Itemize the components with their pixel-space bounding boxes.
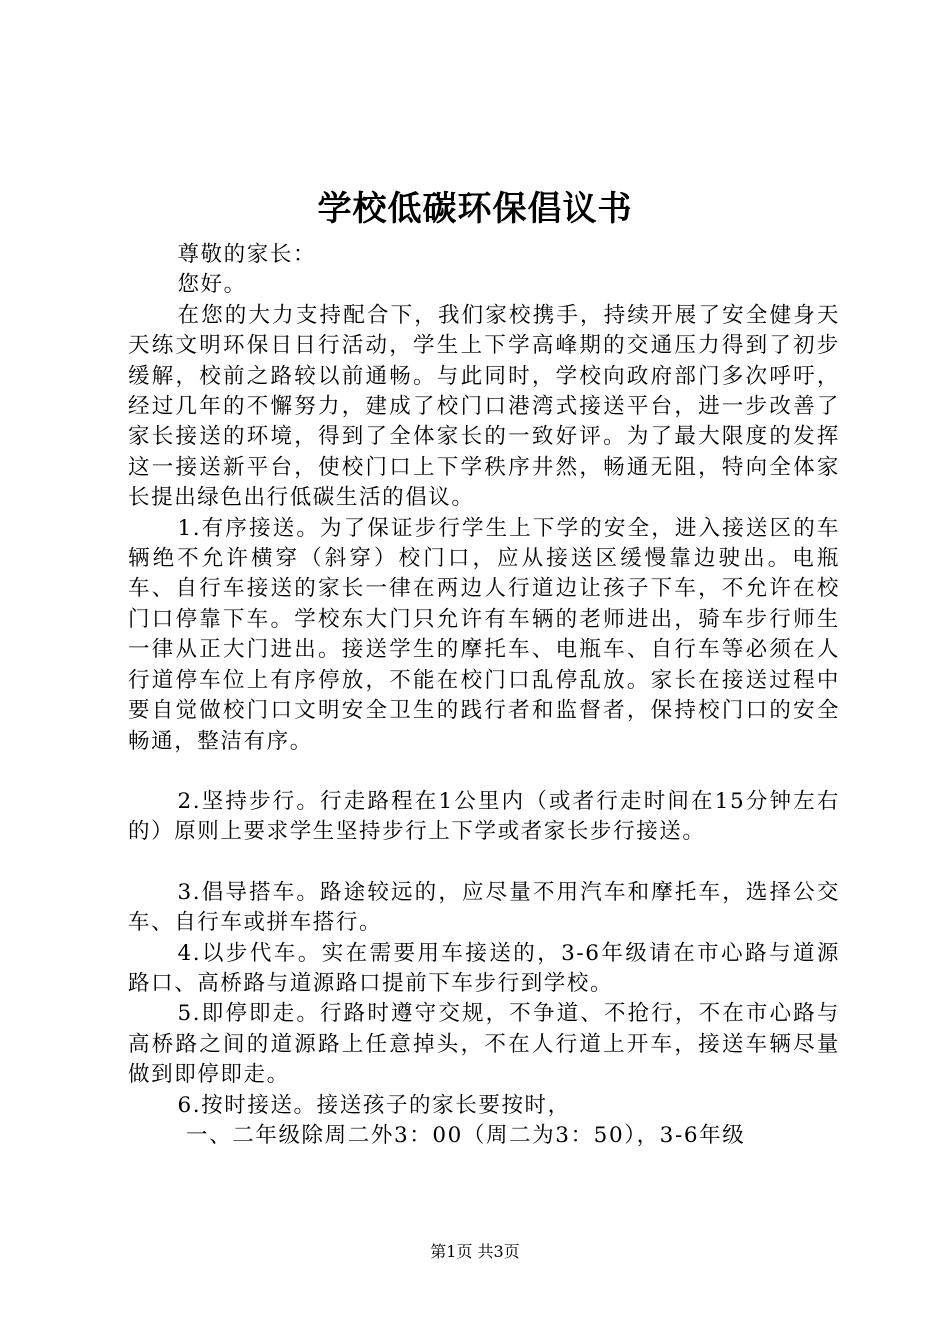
paragraph-intro: 在您的大力支持配合下，我们家校携手，持续开展了安全健身天天练文明环保日日行活动，学生上下学高峰期的交通压力得到了初步缓解，校前之路较以前通畅。与此同时，学校向政府部门多次呼吁，经过几年的不懈努力，建成了校门口港湾式接送平台，进一步改善了家长接送的环境，得到了全体家长的一致好评。为了最大限度的发挥这一接送新平台，使校门口上下学秩序井然，畅通无阻，特向全体家长提出绿色出行低碳生活的倡议。: [128, 302, 840, 511]
greeting: 您好。: [177, 272, 247, 298]
paragraph-item-4: 4.以步代车。实在需要用车接送的，3-6年级请在市心路与道源路口、高桥路与道源路口提前下车步行到学校。: [128, 940, 840, 996]
document-body: [128, 240, 840, 1151]
page-number-footer: 第1页 共3页: [430, 1242, 520, 1261]
paragraph-item-6: 6.按时接送。接送孩子的家长要按时，: [177, 1092, 571, 1118]
salutation: 尊敬的家长：: [177, 242, 317, 267]
document-title: 学校低碳环保倡议书: [317, 189, 633, 229]
paragraph-item-6-continued: 一、二年级除周二外3：00（周二为3：50），3-6年级: [186, 1122, 746, 1148]
paragraph-item-1: 1.有序接送。为了保证步行学生上下学的安全，进入接送区的车辆绝不允许横穿（斜穿）校门口，应从接送区缓慢靠边驶出。电瓶车、自行车接送的家长一律在两边人行道边让孩子下车，不允许在校门口停靠下车。学校东大门只允许有车辆的老师进出，骑车步行师生一律从正大门进出。接送学生的摩托车、电瓶车、自行车等必须在人行道停车位上有序停放，不能在校门口乱停乱放。家长在接送过程中要自觉做校门口文明安全卫生的践行者和监督者，保持校门口的安全畅通，整洁有序。: [128, 515, 840, 754]
paragraph-item-3: 3.倡导搭车。路途较远的，应尽量不用汽车和摩托车，选择公交车、自行车或拼车搭行。: [128, 879, 840, 936]
paragraph-item-5: 5.即停即走。行路时遵守交规，不争道、不抢行，不在市心路与高桥路之间的道源路上任意掉头，不在人行道上开车，接送车辆尽量做到即停即走。: [128, 1001, 840, 1088]
paragraph-item-2: 2.坚持步行。行走路程在1公里内（或者行走时间在15分钟左右的）原则上要求学生坚持步行上下学或者家长步行接送。: [128, 788, 840, 845]
